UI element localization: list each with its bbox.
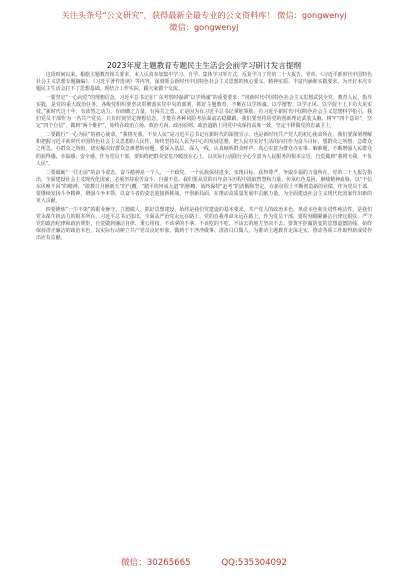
paragraph-3: 三要砥砺“一往无前”的奋斗姿态。奋斗精神是一个人、一个政党、一个民族保持进步、实现目标、获得尊严、争取幸福的力量所在。党的二十大报告指出，全面建设社会主义现代化国家，必须坚持艰苦奋斗、自强不息。我们要从党的百年奋斗历程中汲取智慧和力量，传承红色基因，赓续精神血脉，以“不信东风唤不回”的精神、“敢教日月换新天”的气概、“踏平坎坷成大道”的胆略，始终保持“赶考”的清醒和坚定，在新征程上不断创造新的业绩。作为党员干部，要继续发扬斗争精神，增强斗争本领，以奋斗者的姿态迎接新挑战、开创新局面，在推动高质量发展中贡献力量，为全面建设社会主义现代化国家作出新的更大贡献。 [36,169,372,204]
footer-wechat: 微信：30265665 [121,558,191,568]
document-title: 2023年度主题教育专题民主生活会会前学习研讨发言提纲 [107,61,301,70]
footer-qq: QQ:535304092 [221,558,287,568]
paragraph-intro: 这段时间以来，根据主题教育相关要求，本人认真参加集中学习、自学、集体学习等方式，反复学习了党的二十大报告、党章、《习近平新时代中国特色社会主义思想专题摘编》、《习近平著作选读》等内容，深刻领会新时代中国特色社会主义思想的核心要义、精神实质、丰富内涵和实践要求，为开好本次专题民主生活会打下了思想基础。现结合工作实际，跟大家做个交流。 [36,72,372,93]
promo-banner [0,9,408,35]
contact-footer [0,556,408,570]
paragraph-1: 一要坚定“一心向党”的理想信念。习近平总书记在广东考察时强调“以学铸魂”的重要要求：“用新时代中国特色社会主义思想武装全党、教育人民、指导实践，是党的重大政治任务。各级党组织要坚决贯彻落实党中央的部署，抓好主题教育，不断在以学铸魂、以学增智、以学正风、以学促干上下功夫见实效。”新时代这十年，有沛然之动力，有磅礴之力量，有闯关之勇，正是因为有习近平总书记掌舵领航，有习近平新时代中国特色社会主义思想科学指引。我们党员干部作为一名共产党员，只有时刻坚定理想信念，才能在各种风险考验面前站稳脚跟。我们要坚持用党的创新理论武装头脑，树牢“四个意识”，坚定“四个自信”，做到“两个维护”，始终在政治立场、政治方向、政治原则、政治道路上同党中央保持高度一致，坚定不移做党的忠诚卫士。 [36,95,372,130]
document-body [36,60,372,242]
paragraph-2: 二要践行“一心为民”的初心使命。“我将无我，不负人民”是习近平总书记在新时代的深情宣示，也是新时代共产党人的初心使命所在。我们要深刻理解和把握习近平新时代中国特色社会主义思想的人民性，始终坚持以人民为中心的发展思想，把人民对美好生活的向往作为奋斗目标，想群众之所想、急群众之所急、办群众之所盼，切实解决好群众急难愁盼问题。要深入基层、深入一线，认真倾听群众呼声，真心实意为群众办实事、解难题，不断增强人民群众的获得感、幸福感、安全感。作为党员干部，要始终把群众安危冷暖放在心上，以实际行动践行全心全意为人民服务的根本宗旨，自觉做到“我将无我，不负人民”。 [36,132,372,167]
paragraph-4: 四要锤炼“一尘不染”的职业操守。立德做人、抓好思想建设，始终是我们党建设的基本要求。共产党人的政治本色、革命本色和先进性纯洁性，是我们党永葆生机活力的根本所在。习近平总书记指出，全面从严治党永远在路上，党的自我革命永远在路上。作为党员干部，要时刻绷紧廉洁自律这根弦，严守党的政治纪律和政治规矩，自觉做到廉洁自律、秉公用权，不该拿的不拿、不该吃的不吃、不该去的地方坚决不去。要筑牢拒腐防变的思想道德防线，始终保持清正廉洁的政治本色，以实际行动树立共产党员良好形象，做到干干净净做事、清清白白做人，为推动主题教育走深走实、推动各项工作取得新成效作出应有贡献。 [36,206,372,242]
promo-banner-wechat: 微信：gongwenyj [169,22,239,32]
promo-banner-line: 关注头条号“公文研究”，获得最新全最专业的公文资料库！ 微信：gongwenyj [61,10,347,20]
